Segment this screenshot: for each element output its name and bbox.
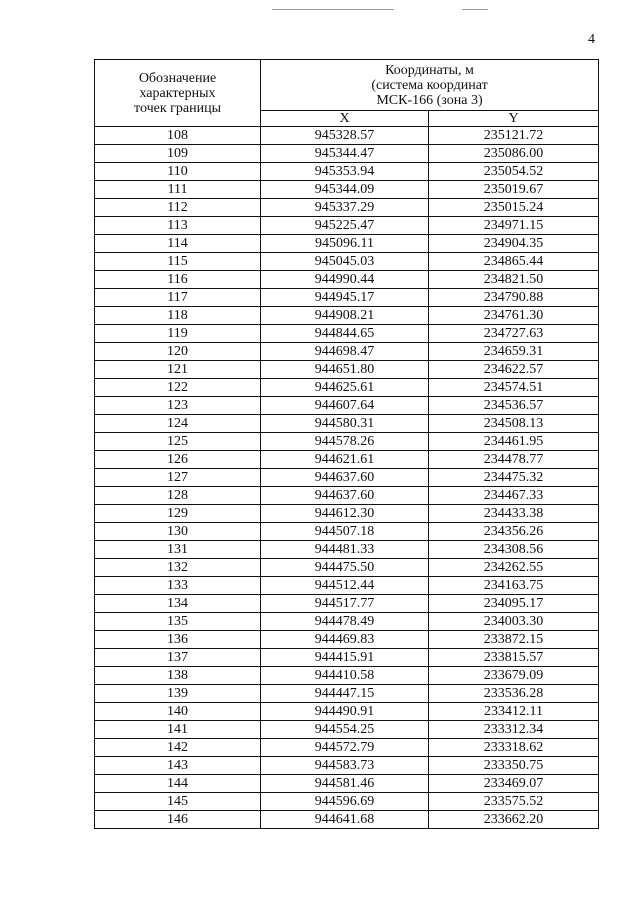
table-row <box>95 307 599 325</box>
y-coordinate-cell: 234308.56 <box>429 541 599 559</box>
table-row <box>95 595 599 613</box>
y-coordinate-cell: 233318.62 <box>429 739 599 757</box>
y-coordinate-cell: 233679.09 <box>429 667 599 685</box>
point-number-cell: 121 <box>95 361 261 379</box>
point-number-cell: 132 <box>95 559 261 577</box>
x-coordinate-cell: 944517.77 <box>261 595 429 613</box>
table-row <box>95 577 599 595</box>
table-row <box>95 613 599 631</box>
y-coordinate-cell: 234461.95 <box>429 433 599 451</box>
y-coordinate-cell: 234622.57 <box>429 361 599 379</box>
table-row <box>95 631 599 649</box>
point-number-cell: 144 <box>95 775 261 793</box>
x-coordinate-cell: 944554.25 <box>261 721 429 739</box>
x-column-header: X <box>261 111 429 127</box>
coordinates-table <box>94 59 599 829</box>
point-number-cell: 137 <box>95 649 261 667</box>
table-row <box>95 415 599 433</box>
y-coordinate-cell: 235121.72 <box>429 127 599 145</box>
y-coordinate-cell: 234790.88 <box>429 289 599 307</box>
x-coordinate-cell: 945344.47 <box>261 145 429 163</box>
x-coordinate-cell: 944651.80 <box>261 361 429 379</box>
point-number-cell: 142 <box>95 739 261 757</box>
point-number-cell: 122 <box>95 379 261 397</box>
x-coordinate-cell: 945045.03 <box>261 253 429 271</box>
point-number-cell: 128 <box>95 487 261 505</box>
x-coordinate-cell: 945225.47 <box>261 217 429 235</box>
x-coordinate-cell: 944581.46 <box>261 775 429 793</box>
x-coordinate-cell: 944583.73 <box>261 757 429 775</box>
y-coordinate-cell: 233412.11 <box>429 703 599 721</box>
table-row <box>95 469 599 487</box>
point-number-cell: 123 <box>95 397 261 415</box>
x-coordinate-cell: 944844.65 <box>261 325 429 343</box>
y-coordinate-cell: 234761.30 <box>429 307 599 325</box>
y-coordinate-cell: 233662.20 <box>429 811 599 829</box>
x-coordinate-cell: 944621.61 <box>261 451 429 469</box>
point-number-cell: 139 <box>95 685 261 703</box>
top-rule-left <box>272 9 394 10</box>
x-coordinate-cell: 944641.68 <box>261 811 429 829</box>
y-coordinate-cell: 234821.50 <box>429 271 599 289</box>
table-row <box>95 127 599 145</box>
coord-header-line: (система координат <box>371 77 488 93</box>
point-number-cell: 115 <box>95 253 261 271</box>
x-coordinate-cell: 944612.30 <box>261 505 429 523</box>
point-number-cell: 140 <box>95 703 261 721</box>
table-row <box>95 739 599 757</box>
point-number-cell: 118 <box>95 307 261 325</box>
y-coordinate-cell: 233872.15 <box>429 631 599 649</box>
point-number-cell: 127 <box>95 469 261 487</box>
point-number-cell: 133 <box>95 577 261 595</box>
coordinates-body <box>95 127 599 829</box>
point-number-cell: 125 <box>95 433 261 451</box>
y-coordinate-cell: 234467.33 <box>429 487 599 505</box>
x-coordinate-cell: 944572.79 <box>261 739 429 757</box>
y-coordinate-cell: 234475.32 <box>429 469 599 487</box>
point-number-cell: 145 <box>95 793 261 811</box>
x-coordinate-cell: 945096.11 <box>261 235 429 253</box>
x-coordinate-cell: 944478.49 <box>261 613 429 631</box>
point-header-line: характерных <box>139 85 216 101</box>
y-coordinate-cell: 233575.52 <box>429 793 599 811</box>
y-coordinate-cell: 233536.28 <box>429 685 599 703</box>
table-row <box>95 253 599 271</box>
y-coordinate-cell: 234478.77 <box>429 451 599 469</box>
page-number: 4 <box>588 32 595 47</box>
point-number-cell: 143 <box>95 757 261 775</box>
y-coordinate-cell: 234163.75 <box>429 577 599 595</box>
y-coordinate-cell: 234971.15 <box>429 217 599 235</box>
point-designation-header <box>95 60 261 127</box>
coord-header-line: МСК-166 (зона 3) <box>376 92 483 108</box>
point-number-cell: 126 <box>95 451 261 469</box>
table-row <box>95 181 599 199</box>
point-number-cell: 134 <box>95 595 261 613</box>
table-row <box>95 235 599 253</box>
table-row <box>95 199 599 217</box>
y-coordinate-cell: 234904.35 <box>429 235 599 253</box>
point-number-cell: 141 <box>95 721 261 739</box>
top-rule-right <box>462 9 488 10</box>
y-coordinate-cell: 233815.57 <box>429 649 599 667</box>
y-coordinate-cell: 234003.30 <box>429 613 599 631</box>
point-number-cell: 130 <box>95 523 261 541</box>
table-header-row <box>95 60 599 111</box>
x-coordinate-cell: 944507.18 <box>261 523 429 541</box>
y-coordinate-cell: 234433.38 <box>429 505 599 523</box>
x-coordinate-cell: 944945.17 <box>261 289 429 307</box>
point-number-cell: 109 <box>95 145 261 163</box>
table-row <box>95 271 599 289</box>
y-coordinate-cell: 235054.52 <box>429 163 599 181</box>
point-number-cell: 117 <box>95 289 261 307</box>
table-row <box>95 721 599 739</box>
y-coordinate-cell: 234262.55 <box>429 559 599 577</box>
table-row <box>95 217 599 235</box>
table-row <box>95 667 599 685</box>
point-header-line: Обозначение <box>138 70 217 86</box>
y-coordinate-cell: 233469.07 <box>429 775 599 793</box>
table-row <box>95 343 599 361</box>
table-row <box>95 289 599 307</box>
point-number-cell: 131 <box>95 541 261 559</box>
x-coordinate-cell: 945337.29 <box>261 199 429 217</box>
table-row <box>95 487 599 505</box>
x-coordinate-cell: 944596.69 <box>261 793 429 811</box>
x-coordinate-cell: 944698.47 <box>261 343 429 361</box>
y-coordinate-cell: 234508.13 <box>429 415 599 433</box>
table-row <box>95 775 599 793</box>
table-row <box>95 163 599 181</box>
x-coordinate-cell: 944580.31 <box>261 415 429 433</box>
table-row <box>95 559 599 577</box>
point-number-cell: 119 <box>95 325 261 343</box>
x-coordinate-cell: 945344.09 <box>261 181 429 199</box>
table-row <box>95 451 599 469</box>
table-row <box>95 793 599 811</box>
point-number-cell: 129 <box>95 505 261 523</box>
x-coordinate-cell: 944475.50 <box>261 559 429 577</box>
y-coordinate-cell: 235019.67 <box>429 181 599 199</box>
table-row <box>95 757 599 775</box>
coord-header-line: Координаты, м <box>385 62 474 78</box>
x-coordinate-cell: 944578.26 <box>261 433 429 451</box>
y-coordinate-cell: 234536.57 <box>429 397 599 415</box>
x-coordinate-cell: 944447.15 <box>261 685 429 703</box>
table-row <box>95 811 599 829</box>
y-coordinate-cell: 234659.31 <box>429 343 599 361</box>
table-row <box>95 145 599 163</box>
y-coordinate-cell: 235015.24 <box>429 199 599 217</box>
x-coordinate-cell: 945328.57 <box>261 127 429 145</box>
x-coordinate-cell: 944625.61 <box>261 379 429 397</box>
point-number-cell: 120 <box>95 343 261 361</box>
x-coordinate-cell: 944512.44 <box>261 577 429 595</box>
y-coordinate-cell: 234095.17 <box>429 595 599 613</box>
y-coordinate-cell: 234727.63 <box>429 325 599 343</box>
table-row <box>95 361 599 379</box>
table-row <box>95 379 599 397</box>
table-row <box>95 541 599 559</box>
point-number-cell: 136 <box>95 631 261 649</box>
point-number-cell: 135 <box>95 613 261 631</box>
table-row <box>95 523 599 541</box>
point-number-cell: 116 <box>95 271 261 289</box>
table-row <box>95 505 599 523</box>
table-row <box>95 685 599 703</box>
point-number-cell: 113 <box>95 217 261 235</box>
x-coordinate-cell: 944415.91 <box>261 649 429 667</box>
table-row <box>95 703 599 721</box>
point-number-cell: 108 <box>95 127 261 145</box>
coordinates-header <box>261 60 599 111</box>
table-row <box>95 325 599 343</box>
point-number-cell: 138 <box>95 667 261 685</box>
x-coordinate-cell: 944490.91 <box>261 703 429 721</box>
x-coordinate-cell: 945353.94 <box>261 163 429 181</box>
point-number-cell: 124 <box>95 415 261 433</box>
point-number-cell: 146 <box>95 811 261 829</box>
x-coordinate-cell: 944481.33 <box>261 541 429 559</box>
y-coordinate-cell: 235086.00 <box>429 145 599 163</box>
x-coordinate-cell: 944637.60 <box>261 469 429 487</box>
y-coordinate-cell: 233312.34 <box>429 721 599 739</box>
y-coordinate-cell: 234356.26 <box>429 523 599 541</box>
table-row <box>95 649 599 667</box>
y-coordinate-cell: 233350.75 <box>429 757 599 775</box>
table-row <box>95 397 599 415</box>
point-header-line: точек границы <box>134 100 221 116</box>
x-coordinate-cell: 944637.60 <box>261 487 429 505</box>
y-coordinate-cell: 234574.51 <box>429 379 599 397</box>
y-column-header: Y <box>429 111 599 127</box>
y-coordinate-cell: 234865.44 <box>429 253 599 271</box>
point-number-cell: 110 <box>95 163 261 181</box>
x-coordinate-cell: 944410.58 <box>261 667 429 685</box>
x-coordinate-cell: 944908.21 <box>261 307 429 325</box>
point-number-cell: 111 <box>95 181 261 199</box>
x-coordinate-cell: 944990.44 <box>261 271 429 289</box>
point-number-cell: 112 <box>95 199 261 217</box>
x-coordinate-cell: 944607.64 <box>261 397 429 415</box>
point-number-cell: 114 <box>95 235 261 253</box>
x-coordinate-cell: 944469.83 <box>261 631 429 649</box>
table-row <box>95 433 599 451</box>
